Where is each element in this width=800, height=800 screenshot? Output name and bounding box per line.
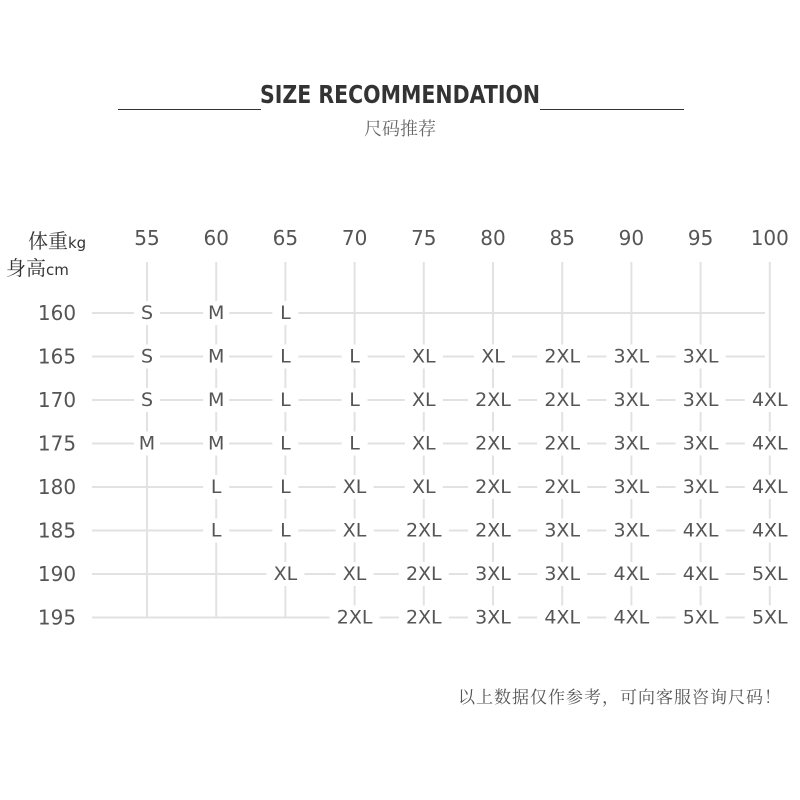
size-cell: 2XL: [544, 345, 581, 368]
size-cell: 2XL: [544, 389, 581, 411]
footer-note: 以上数据仅作参考，可向客服咨询尺码！: [458, 688, 782, 708]
size-cell: 2XL: [405, 606, 442, 629]
size-cell: S: [140, 345, 154, 368]
size-cell: M: [207, 302, 225, 324]
size-cell: 4XL: [751, 519, 788, 542]
size-cell: 4XL: [682, 519, 719, 542]
size-cell: 2XL: [544, 432, 581, 455]
size-cell: 3XL: [475, 563, 511, 585]
size-cell: 2XL: [405, 519, 442, 542]
column-header-weight: 85: [549, 226, 575, 250]
row-header-height: 190: [37, 562, 77, 586]
size-cell: L: [280, 519, 291, 542]
size-cell: 4XL: [751, 476, 788, 498]
size-cell: 3XL: [682, 432, 719, 455]
size-cell: L: [210, 519, 222, 542]
size-cell: 3XL: [682, 389, 719, 411]
page-title: SIZE RECOMMENDATION: [259, 80, 541, 109]
size-cell: 3XL: [613, 476, 650, 498]
size-cell: 2XL: [544, 476, 581, 498]
size-cell: 4XL: [613, 606, 650, 629]
column-header-weight: 95: [687, 226, 714, 250]
size-cell: S: [140, 389, 154, 411]
column-header-weight: 70: [341, 226, 368, 250]
size-cell: 3XL: [682, 476, 719, 498]
size-cell: XL: [411, 389, 436, 411]
size-cell: XL: [411, 345, 436, 368]
column-header-weight: 100: [750, 226, 789, 250]
column-header-weight: 65: [272, 226, 299, 250]
row-header-height: 165: [37, 344, 77, 369]
row-header-height: 180: [37, 475, 77, 499]
height-unit: cm: [46, 261, 69, 279]
size-cell: 2XL: [475, 519, 511, 542]
size-cell: L: [349, 389, 360, 411]
size-cell: 2XL: [475, 389, 511, 411]
size-cell: M: [138, 432, 156, 455]
size-cell: 3XL: [613, 389, 650, 411]
size-cell: L: [210, 476, 222, 498]
column-header-weight: 75: [411, 226, 437, 250]
size-cell: XL: [342, 476, 367, 498]
size-cell: XL: [342, 519, 367, 542]
weight-label: 体重: [28, 229, 68, 253]
size-cell: 3XL: [682, 345, 719, 368]
size-cell: M: [207, 432, 225, 455]
size-cell: 5XL: [682, 606, 719, 629]
size-cell: 5XL: [751, 563, 788, 585]
size-cell: L: [280, 345, 291, 368]
size-cell: M: [207, 389, 225, 411]
size-cell: XL: [342, 563, 367, 585]
size-cell: L: [349, 345, 360, 368]
page-subtitle: 尺码推荐: [364, 119, 436, 140]
size-cell: M: [207, 345, 225, 368]
size-cell: 5XL: [751, 606, 788, 629]
size-cell: XL: [481, 345, 505, 368]
row-header-height: 185: [37, 518, 77, 543]
size-cell: 2XL: [405, 563, 442, 585]
size-cell: 3XL: [613, 432, 650, 455]
size-cell: 4XL: [682, 563, 719, 585]
size-cell: XL: [273, 563, 298, 585]
size-cell: L: [280, 302, 291, 324]
size-cell: 2XL: [336, 606, 373, 629]
size-cell: L: [280, 432, 291, 455]
row-header-height: 170: [37, 388, 77, 412]
size-cell: 4XL: [751, 389, 788, 411]
size-cell: XL: [411, 432, 436, 455]
column-header-weight: 90: [618, 226, 645, 250]
size-cell: 3XL: [613, 519, 650, 542]
size-cell: S: [140, 302, 154, 324]
weight-unit: kg: [68, 234, 87, 252]
row-header-height: 195: [37, 605, 77, 630]
height-label: 身高: [6, 256, 46, 280]
size-cell: 3XL: [613, 345, 650, 368]
size-cell: 2XL: [475, 432, 511, 455]
size-cell: L: [280, 476, 291, 498]
column-header-weight: 55: [134, 226, 160, 250]
size-cell: 4XL: [544, 606, 581, 629]
row-header-height: 160: [37, 301, 77, 325]
size-cell: 3XL: [544, 563, 581, 585]
size-cell: 3XL: [544, 519, 581, 542]
size-cell: 3XL: [475, 606, 511, 629]
size-cell: L: [349, 432, 360, 455]
size-cell: 2XL: [475, 476, 511, 498]
column-header-weight: 60: [203, 226, 229, 250]
size-cell: 4XL: [751, 432, 788, 455]
size-cell: XL: [411, 476, 436, 498]
size-cell: L: [280, 389, 291, 411]
row-header-height: 175: [37, 431, 77, 456]
column-header-weight: 80: [480, 226, 506, 250]
size-cell: 4XL: [613, 563, 650, 585]
